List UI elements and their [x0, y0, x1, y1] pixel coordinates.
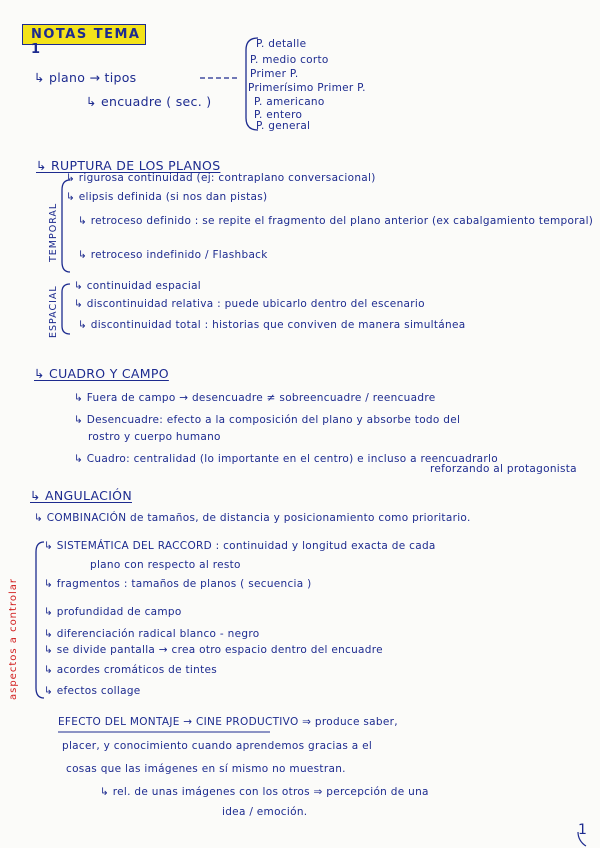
tipo-6: P. entero [254, 109, 303, 121]
cuadro-heading: ↳ CUADRO Y CAMPO [34, 366, 169, 381]
angulacion-heading: ↳ ANGULACIÓN [30, 488, 132, 503]
tipo-7: P. general [256, 120, 311, 132]
sistematica-item-2: plano con respecto al resto [90, 559, 241, 571]
cuadro-item-4: ↳ Cuadro: centralidad (lo importante en el centro) e incluso a reencuadrarlo [74, 453, 498, 465]
espacial-item-2: ↳ discontinuidad relativa : puede ubicarlo dentro del escenario [74, 298, 425, 310]
page-number-circle [566, 814, 600, 848]
sistematica-item-1: ↳ SISTEMÁTICA DEL RACCORD : continuidad y longitud exacta de cada [44, 540, 436, 552]
cuadro-item-3: rostro y cuerpo humano [88, 431, 221, 443]
sistematica-item-6: ↳ se divide pantalla → crea otro espacio dentro del encuadre [44, 644, 383, 656]
tipo-1: P. detalle [256, 38, 307, 50]
tipo-4: Primerísimo Primer P. [248, 82, 366, 94]
espacial-label: ESPACIAL [48, 285, 59, 338]
espacial-item-3: ↳ discontinuidad total : historias que conviven de manera simultánea [78, 319, 466, 331]
sistematica-item-8: ↳ efectos collage [44, 685, 141, 697]
efecto-line-1: EFECTO DEL MONTAJE → CINE PRODUCTIVO ⇒ produce saber, [58, 716, 398, 728]
temporal-item-4: ↳ retroceso indefinido / Flashback [78, 249, 268, 261]
espacial-item-1: ↳ continuidad espacial [74, 280, 202, 292]
temporal-item-2: ↳ elipsis definida (si nos dan pistas) [66, 191, 268, 203]
temporal-item-1: ↳ rigurosa continuidad (ej: contraplano conversacional) [66, 172, 376, 184]
tipo-2: P. medio corto [250, 54, 329, 66]
temporal-item-3: ↳ retroceso definido : se repite el fragmento del plano anterior (ex cabalgamiento temporal) [78, 215, 594, 227]
efecto-line-4: ↳ rel. de unas imágenes con los otros ⇒ percepción de una [100, 786, 429, 798]
cuadro-item-5: reforzando al protagonista [430, 463, 577, 475]
efecto-line-2: placer, y conocimiento cuando aprendemos gracias a el [62, 740, 373, 752]
sistematica-item-4: ↳ profundidad de campo [44, 606, 182, 618]
plano-tipos-line: ↳ plano → tipos [34, 70, 137, 85]
efecto-line-5: idea / emoción. [222, 806, 308, 818]
ruptura-heading: ↳ RUPTURA DE LOS PLANOS [36, 158, 221, 173]
sistematica-item-7: ↳ acordes cromáticos de tintes [44, 664, 218, 676]
tipo-3: Primer P. [250, 68, 299, 80]
cuadro-item-2: ↳ Desencuadre: efecto a la composición del plano y absorbe todo del [74, 414, 461, 426]
combinacion-line: ↳ COMBINACIÓN de tamaños, de distancia y posicionamiento como prioritario. [34, 512, 471, 524]
plano-encuadre-line: ↳ encuadre ( sec. ) [86, 94, 212, 109]
sistematica-item-3: ↳ fragmentos : tamaños de planos ( secuencia ) [44, 578, 312, 590]
aspectos-side-label: aspectos a controlar [8, 578, 19, 700]
sistematica-item-5: ↳ diferenciación radical blanco - negro [44, 628, 260, 640]
efecto-line-3: cosas que las imágenes en sí mismo no muestran. [66, 763, 346, 775]
cuadro-item-1: ↳ Fuera de campo → desencuadre ≠ sobreencuadre / reencuadre [74, 392, 436, 404]
page-number: 1 [578, 822, 587, 838]
tipo-5: P. americano [254, 96, 325, 108]
temporal-label: TEMPORAL [48, 202, 59, 262]
page-title: NOTAS TEMA 1 [31, 27, 141, 57]
